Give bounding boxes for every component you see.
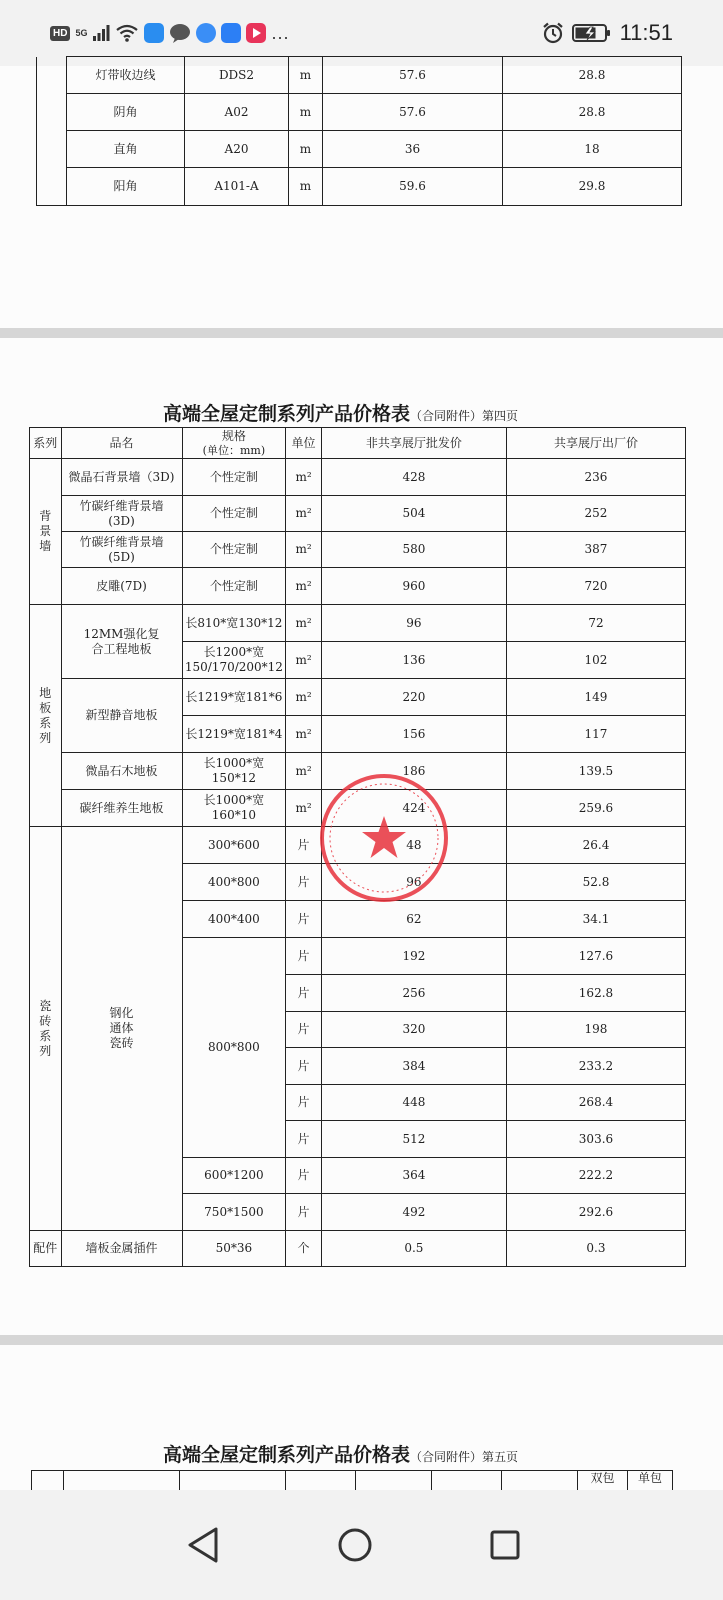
hd-badge: HD [50, 26, 70, 41]
series-label-char: 背 [39, 509, 52, 523]
wholesale-price: 96 [321, 605, 506, 642]
series-label-char: 瓷 [39, 998, 52, 1013]
product-name-line: 合工程地板 [91, 641, 152, 656]
wholesale-price: 192 [321, 938, 506, 975]
recent-apps-button[interactable] [470, 1510, 540, 1580]
product-name: 碳纤维养生地板 [61, 790, 182, 827]
wholesale-price: 384 [321, 1048, 506, 1085]
series-label-char: 列 [39, 1043, 52, 1058]
factory-price: 127.6 [506, 938, 685, 975]
product-name-line: (5D) [108, 549, 135, 564]
factory-price: 0.3 [506, 1231, 685, 1267]
product-name: 阴角 [67, 94, 185, 131]
wholesale-price: 57.6 [323, 57, 503, 94]
product-name [61, 496, 182, 532]
product-name [61, 827, 182, 1231]
product-code: A101-A [185, 168, 289, 206]
unit-cell: m [289, 168, 323, 206]
unit-cell: 片 [286, 938, 322, 975]
table-row [30, 459, 686, 496]
unit-cell: 片 [286, 1158, 322, 1194]
table-row [30, 605, 686, 642]
alarm-icon [542, 22, 564, 44]
table-row [30, 568, 686, 605]
factory-price: 387 [506, 532, 685, 568]
video-app-icon [246, 23, 266, 43]
spec-cell: 400*800 [182, 864, 286, 901]
series-label-char: 系 [39, 715, 52, 730]
col-header-single-wrap: 单包 [628, 1471, 673, 1511]
factory-price: 102 [506, 642, 685, 679]
page-number: 第四页 [482, 409, 519, 423]
unit-cell: 片 [286, 901, 322, 938]
series-label-char: 列 [39, 730, 52, 745]
spec-cell: 个性定制 [182, 532, 286, 568]
series-tiles [30, 827, 62, 1231]
page-divider [0, 328, 723, 338]
factory-price: 26.4 [506, 827, 685, 864]
series-flooring [30, 605, 62, 827]
col-header-unit: 单位 [286, 428, 322, 459]
unit-cell: m² [286, 716, 322, 753]
wholesale-price: 492 [321, 1194, 506, 1231]
col-header-wholesale: 非共享展厅批发价 [321, 428, 506, 459]
factory-price: 198 [506, 1012, 685, 1048]
spec-line: 150/170/200*12 [184, 660, 283, 674]
wholesale-price: 220 [321, 679, 506, 716]
product-name: 阳角 [67, 168, 185, 206]
col-header-factory: 共享展厅出厂价 [506, 428, 685, 459]
spec-cell: 长1219*宽181*4 [182, 716, 286, 753]
factory-price: 28.8 [503, 94, 682, 131]
factory-price: 72 [506, 605, 685, 642]
status-icons-right [542, 20, 673, 46]
navigation-bar [0, 1490, 723, 1600]
col-header-double-wrap: 双包 [578, 1471, 628, 1511]
wholesale-price: 504 [321, 496, 506, 532]
product-name-line: 竹碳纤维背景墙 [79, 498, 164, 513]
spec-cell: 600*1200 [182, 1158, 286, 1194]
unit-cell: m [289, 131, 323, 168]
network-type: 5G [75, 28, 88, 38]
unit-cell: m² [286, 642, 322, 679]
page-divider [0, 1335, 723, 1345]
page-five [0, 1345, 723, 1490]
spec-cell: 800*800 [182, 938, 286, 1158]
col-header-name: 品名 [61, 428, 182, 459]
wholesale-price: 320 [321, 1012, 506, 1048]
table-row [37, 94, 682, 131]
table-row [30, 496, 686, 532]
factory-price: 34.1 [506, 901, 685, 938]
series-label-char: 景 [39, 524, 52, 538]
product-name: 新型静音地板 [61, 679, 182, 753]
product-name: 微晶石木地板 [61, 753, 182, 790]
page-four [0, 338, 723, 1335]
unit-cell: m [289, 94, 323, 131]
factory-price: 236 [506, 459, 685, 496]
unit-cell: m² [286, 496, 322, 532]
spec-cell: 长1000*宽160*10 [182, 790, 286, 827]
spec-cell: 50*36 [182, 1231, 286, 1267]
product-name: 墙板金属插件 [61, 1231, 182, 1267]
wholesale-price: 156 [321, 716, 506, 753]
unit-cell: 片 [286, 975, 322, 1012]
spec-cell: 个性定制 [182, 496, 286, 532]
weather-app-icon [144, 23, 164, 43]
series-label-char: 地 [39, 685, 52, 700]
product-code: A02 [185, 94, 289, 131]
col-header-series: 系列 [30, 428, 62, 459]
product-code: A20 [185, 131, 289, 168]
product-name-line: 钢化 [109, 1006, 134, 1020]
table-row [30, 1231, 686, 1267]
factory-price: 303.6 [506, 1121, 685, 1158]
spec-line: 长1200*宽 [203, 645, 265, 659]
status-icons-left [50, 23, 289, 44]
table-row [37, 168, 682, 206]
table-row [30, 827, 686, 864]
series-background-wall [30, 459, 62, 605]
factory-price: 18 [503, 131, 682, 168]
table-row [30, 753, 686, 790]
unit-cell: 片 [286, 827, 322, 864]
unit-cell: 片 [286, 1121, 322, 1158]
wholesale-price: 428 [321, 459, 506, 496]
unit-cell: 片 [286, 1194, 322, 1231]
wholesale-price: 512 [321, 1121, 506, 1158]
unit-cell: 片 [286, 1048, 322, 1085]
price-table-continued [36, 56, 682, 206]
price-table [29, 427, 686, 1267]
wholesale-price: 96 [321, 864, 506, 901]
spec-label: 规格 [221, 428, 246, 443]
table-row [30, 532, 686, 568]
series-accessories: 配件 [30, 1231, 62, 1267]
back-button[interactable] [168, 1510, 238, 1580]
factory-price: 29.8 [503, 168, 682, 206]
unit-cell: 片 [286, 864, 322, 901]
unit-cell: m² [286, 459, 322, 496]
wholesale-price: 424 [321, 790, 506, 827]
wholesale-price: 136 [321, 642, 506, 679]
spec-cell: 300*600 [182, 827, 286, 864]
wholesale-price: 364 [321, 1158, 506, 1194]
wholesale-price: 580 [321, 532, 506, 568]
product-name-line: 通体 [109, 1021, 134, 1035]
page-title [163, 399, 518, 426]
spec-cell: 个性定制 [182, 568, 286, 605]
product-name: 微晶石背景墙（3D) [61, 459, 182, 496]
spec-cell: 长1000*宽150*12 [182, 753, 286, 790]
more-notifications-icon: ... [271, 22, 290, 43]
unit-cell: m² [286, 605, 322, 642]
browser-app-icon [196, 23, 216, 43]
unit-cell: m² [286, 679, 322, 716]
series-label-char: 板 [39, 700, 52, 715]
table-row [37, 131, 682, 168]
unit-cell: m² [286, 753, 322, 790]
product-name-line: 竹碳纤维背景墙 [79, 534, 164, 549]
factory-price: 268.4 [506, 1085, 685, 1121]
chat-bubble-icon [169, 23, 191, 43]
wholesale-price: 57.6 [323, 94, 503, 131]
store-app-icon [221, 23, 241, 43]
spec-cell: 长1219*宽181*6 [182, 679, 286, 716]
page-three-fragment [0, 66, 723, 328]
wholesale-price: 48 [321, 827, 506, 864]
wholesale-price: 186 [321, 753, 506, 790]
signal-icon [92, 25, 110, 41]
factory-price: 292.6 [506, 1194, 685, 1231]
home-button[interactable] [320, 1510, 390, 1580]
wholesale-price: 59.6 [323, 168, 503, 206]
table-row [30, 790, 686, 827]
clock: 11:51 [619, 20, 673, 45]
spec-cell [182, 642, 286, 679]
home-circle-icon [337, 1527, 373, 1563]
product-name: 皮雕(7D) [61, 568, 182, 605]
factory-price: 259.6 [506, 790, 685, 827]
product-name-line: 瓷砖 [109, 1036, 134, 1050]
factory-price: 720 [506, 568, 685, 605]
factory-price: 162.8 [506, 975, 685, 1012]
wholesale-price: 960 [321, 568, 506, 605]
product-name-line: 12MM强化复 [83, 626, 160, 641]
product-name: 直角 [67, 131, 185, 168]
series-label-char: 墙 [39, 539, 52, 553]
wholesale-price: 256 [321, 975, 506, 1012]
spec-cell: 750*1500 [182, 1194, 286, 1231]
series-label-char: 系 [39, 1028, 52, 1043]
factory-price: 117 [506, 716, 685, 753]
page-number: 第五页 [482, 1450, 519, 1464]
battery-charging-icon [572, 23, 612, 43]
wifi-icon [115, 24, 139, 42]
wholesale-price: 448 [321, 1085, 506, 1121]
product-name [61, 532, 182, 568]
col-header-spec [182, 428, 286, 459]
title-text: 高端全屋定制系列产品价格表 [163, 1444, 411, 1466]
unit-cell: 个 [286, 1231, 322, 1267]
factory-price: 233.2 [506, 1048, 685, 1085]
title-subtitle: （合同附件） [410, 409, 483, 423]
wholesale-price: 62 [321, 901, 506, 938]
product-code: DDS2 [185, 57, 289, 94]
recents-square-icon [489, 1529, 521, 1561]
factory-price: 52.8 [506, 864, 685, 901]
title-subtitle: （合同附件） [410, 1450, 483, 1464]
factory-price: 252 [506, 496, 685, 532]
page-title [163, 1440, 518, 1467]
table-row [30, 679, 686, 716]
product-name-line: (3D) [108, 513, 135, 528]
title-text: 高端全屋定制系列产品价格表 [163, 403, 411, 425]
unit-cell: m [289, 57, 323, 94]
series-label-char: 砖 [39, 1013, 52, 1028]
spec-cell: 400*400 [182, 901, 286, 938]
series-cell [37, 57, 67, 206]
table-row [37, 57, 682, 94]
spec-unit-label: (单位：mm) [202, 443, 266, 457]
back-triangle-icon [186, 1526, 220, 1564]
wholesale-price: 0.5 [321, 1231, 506, 1267]
spec-cell: 个性定制 [182, 459, 286, 496]
wholesale-price: 36 [323, 131, 503, 168]
product-name [61, 605, 182, 679]
factory-price: 28.8 [503, 57, 682, 94]
product-name: 灯带收边线 [67, 57, 185, 94]
spec-cell: 长810*宽130*12 [182, 605, 286, 642]
factory-price: 139.5 [506, 753, 685, 790]
unit-cell: 片 [286, 1085, 322, 1121]
table-header-row [30, 428, 686, 459]
unit-cell: m² [286, 790, 322, 827]
factory-price: 149 [506, 679, 685, 716]
unit-cell: 片 [286, 1012, 322, 1048]
unit-cell: m² [286, 532, 322, 568]
unit-cell: m² [286, 568, 322, 605]
factory-price: 222.2 [506, 1158, 685, 1194]
